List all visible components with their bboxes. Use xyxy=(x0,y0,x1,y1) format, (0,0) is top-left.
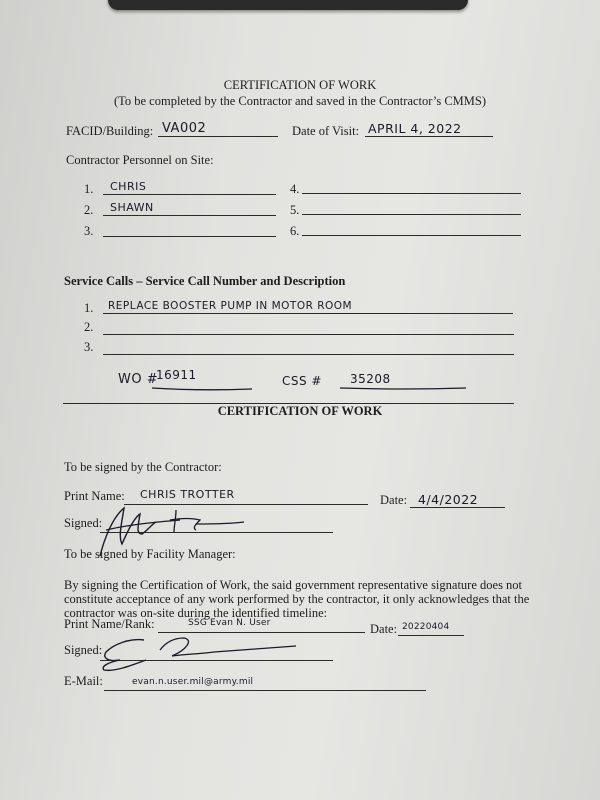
personnel-line-6 xyxy=(302,235,521,236)
service-line-2 xyxy=(103,334,514,335)
contractor-signed-label: Signed: xyxy=(64,516,103,530)
personnel-value-1: CHRIS xyxy=(110,180,147,193)
manager-date-line xyxy=(398,635,464,636)
personnel-num-3: 3. xyxy=(84,224,94,238)
contractor-print-label: Print Name: xyxy=(64,489,125,503)
css-label: CSS # xyxy=(282,374,322,388)
facid-value: VA002 xyxy=(162,121,207,136)
manager-print-value: SSG Evan N. User xyxy=(188,618,271,628)
visit-date-line xyxy=(365,136,493,137)
personnel-num-2: 2. xyxy=(84,203,94,217)
contractor-date-value: 4/4/2022 xyxy=(418,492,479,507)
wo-label: WO # xyxy=(118,372,159,387)
personnel-label: Contractor Personnel on Site: xyxy=(66,153,214,167)
facid-label: FACID/Building: xyxy=(66,124,154,138)
service-num-3: 3. xyxy=(84,340,94,354)
service-num-2: 2. xyxy=(84,320,94,334)
manager-email-line xyxy=(104,690,426,691)
css-underline xyxy=(338,384,468,392)
disclaimer-line-2: constitute acceptance of any work performed by the contractor, it only acknowledges that the xyxy=(64,592,530,606)
personnel-num-6: 6. xyxy=(290,224,300,238)
cert-heading: CERTIFICATION OF WORK xyxy=(217,404,383,418)
personnel-line-4 xyxy=(302,193,521,194)
personnel-line-3 xyxy=(103,236,276,237)
manager-intro: To be signed by Facility Manager: xyxy=(64,547,236,561)
manager-print-label: Print Name/Rank: xyxy=(64,617,155,631)
manager-email-value: evan.n.user.mil@army.mil xyxy=(132,677,254,687)
facid-line xyxy=(158,136,278,137)
personnel-num-5: 5. xyxy=(290,203,300,217)
contractor-date-line xyxy=(410,507,505,508)
visit-date-value: APRIL 4, 2022 xyxy=(368,121,462,136)
personnel-line-1 xyxy=(103,194,276,195)
disclaimer-line-3: contractor was on-site during the identified timeline: xyxy=(64,606,328,620)
personnel-value-2: SHAWN xyxy=(110,201,154,214)
personnel-num-1: 1. xyxy=(84,182,94,196)
css-number: 35208 xyxy=(350,372,391,386)
service-line-1 xyxy=(103,313,513,314)
personnel-line-5 xyxy=(302,214,521,215)
visit-date-label: Date of Visit: xyxy=(292,124,360,138)
service-value-1: REPLACE BOOSTER PUMP IN MOTOR ROOM xyxy=(108,300,353,312)
wo-number: 16911 xyxy=(156,368,197,382)
manager-signature xyxy=(100,632,300,672)
contractor-print-value: CHRIS TROTTER xyxy=(140,488,235,501)
form-title: CERTIFICATION OF WORK xyxy=(223,78,377,92)
contractor-date-label: Date: xyxy=(380,493,408,507)
clipboard-clip xyxy=(108,0,468,10)
service-calls-heading: Service Calls – Service Call Number and Description xyxy=(64,274,346,288)
form-subtitle: (To be completed by the Contractor and saved in the Contractor’s CMMS) xyxy=(113,94,487,108)
personnel-line-2 xyxy=(103,215,276,216)
service-line-3 xyxy=(103,354,514,355)
manager-email-label: E-Mail: xyxy=(64,674,103,688)
wo-underline xyxy=(150,384,254,392)
manager-date-label: Date: xyxy=(370,622,398,636)
disclaimer-line-1: By signing the Certification of Work, the said government representative signature does not xyxy=(64,578,523,592)
manager-date-value: 20220404 xyxy=(402,622,450,632)
manager-signed-label: Signed: xyxy=(64,643,103,657)
contractor-intro: To be signed by the Contractor: xyxy=(64,460,222,474)
personnel-num-4: 4. xyxy=(290,182,300,196)
service-num-1: 1. xyxy=(84,301,94,315)
